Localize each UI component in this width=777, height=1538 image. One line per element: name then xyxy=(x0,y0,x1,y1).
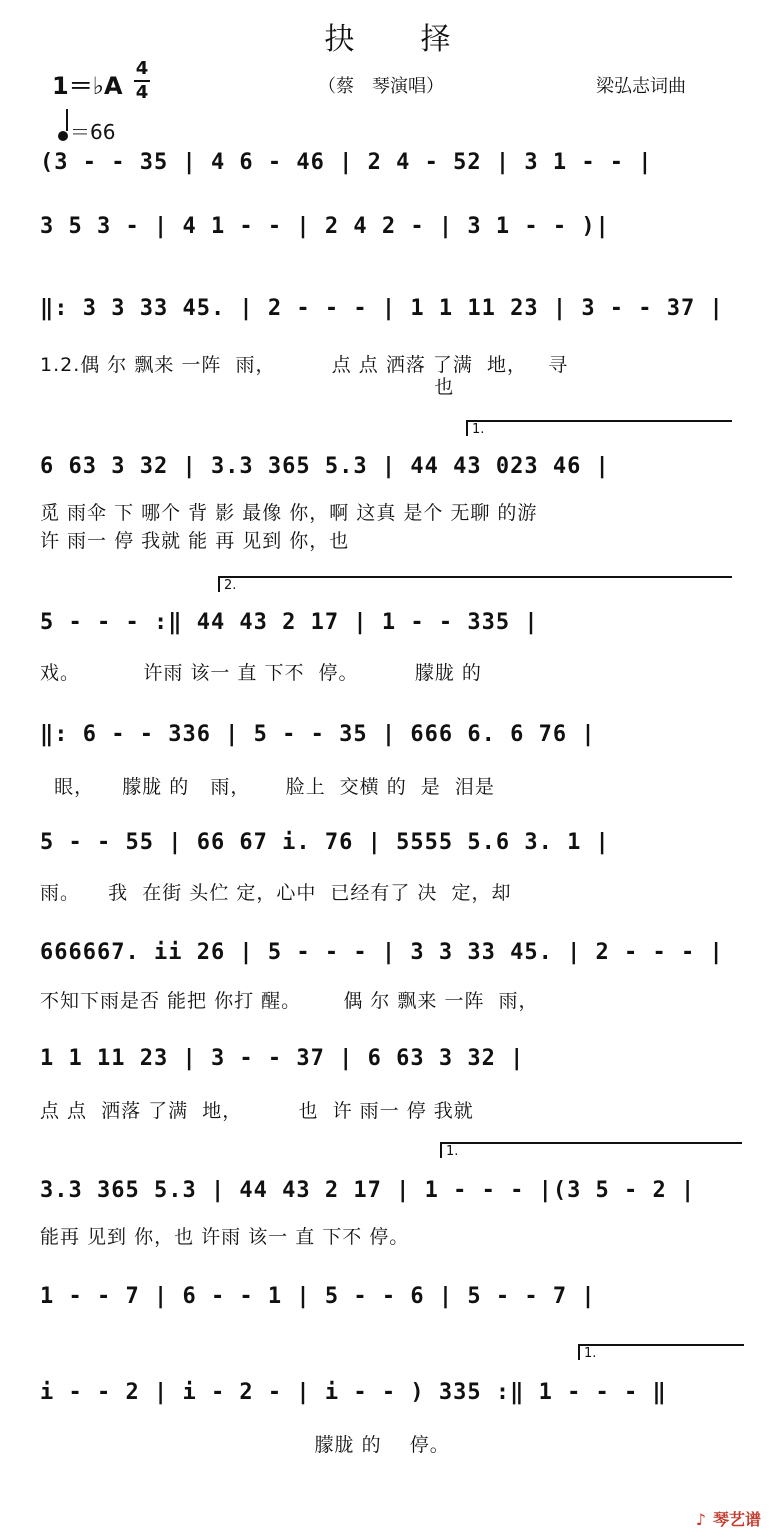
tempo-marking: ＝66 xyxy=(58,116,115,145)
time-top: 4 xyxy=(135,58,149,79)
time-signature xyxy=(134,60,150,102)
notation-row-3: ‖: 3 3 33 45. | 2 - - - | 1 1 11 23 | 3 - - 37 | xyxy=(40,296,724,321)
composer-credit: 梁弘志词曲 xyxy=(596,76,686,97)
lyric-row-8: 不知下雨是否 能把 你打 醒。 偶 尔 飘来 一阵 雨， xyxy=(40,990,539,1012)
lyric-row-5: 戏。 许雨 该一 直 下不 停。 朦胧 的 xyxy=(40,662,482,684)
lyric-row-3: 1.2.偶 尔 飘来 一阵 雨， 点 点 洒落 了满 地， 寻 xyxy=(40,354,569,376)
lyric-row-9: 点 点 洒落 了满 地， 也 许 雨一 停 我就 xyxy=(40,1100,474,1122)
lyric-row-7: 雨。 我 在街 头伫 定，心中 已经有了 决 定，却 xyxy=(40,882,512,904)
lyric-row-10: 能再 见到 你，也 许雨 该一 直 下不 停。 xyxy=(40,1226,410,1248)
notation-row-5: 5 - - - :‖ 44 43 2 17 | 1 - - 335 | xyxy=(40,610,539,635)
notation-row-12: i - - 2 | i - 2 - | i - - ) 335 :‖ 1 - - - ‖ xyxy=(40,1380,667,1405)
lyric-row-3b: 也 xyxy=(40,376,455,398)
key-signature: 1＝♭A xyxy=(52,72,123,100)
volta-bracket-1: 1. xyxy=(466,420,732,436)
lyric-row-4: 觅 雨伞 下 哪个 背 影 最像 你，啊 这真 是个 无聊 的游 xyxy=(40,502,538,524)
volta-bracket-4: 1. xyxy=(578,1344,744,1360)
lyric-row-6: 眼， 朦胧 的 雨， 脸上 交横 的 是 泪是 xyxy=(40,776,495,798)
watermark-logo: ♪ 琴艺谱 xyxy=(695,1510,761,1529)
song-title: 抉 择 xyxy=(324,22,453,57)
notation-row-6: ‖: 6 - - 336 | 5 - - 35 | 666 6. 6 76 | xyxy=(40,722,596,747)
quarter-note-icon xyxy=(58,131,68,141)
lyric-row-4b: 许 雨一 停 我就 能 再 见到 你，也 xyxy=(40,530,350,552)
notation-row-2: 3 5 3 - | 4 1 - - | 2 4 2 - | 3 1 - - )| xyxy=(40,214,610,239)
notation-row-4: 6 63 3 32 | 3.3 365 5.3 | 44 43 023 46 | xyxy=(40,454,610,479)
notation-row-7: 5 - - 55 | 66 67 i. 76 | 5555 5.6 3. 1 | xyxy=(40,830,610,855)
notation-row-11: 1 - - 7 | 6 - - 1 | 5 - - 6 | 5 - - 7 | xyxy=(40,1284,596,1309)
notation-row-8: 666667. ii 26 | 5 - - - | 3 3 33 45. | 2 - - - | xyxy=(40,940,724,965)
volta-bracket-3: 1. xyxy=(440,1142,742,1158)
notation-row-10: 3.3 365 5.3 | 44 43 2 17 | 1 - - - |(3 5 - 2 | xyxy=(40,1178,696,1203)
notation-row-9: 1 1 11 23 | 3 - - 37 | 6 63 3 32 | xyxy=(40,1046,525,1071)
time-bottom: 4 xyxy=(135,82,149,103)
volta-bracket-2: 2. xyxy=(218,576,732,592)
singer-credit: （蔡 琴演唱） xyxy=(318,76,444,97)
piano-icon: ♪ xyxy=(695,1510,707,1529)
notation-row-1: (3 - - 35 | 4 6 - 46 | 2 4 - 52 | 3 1 - - | xyxy=(40,150,653,175)
lyric-row-12: 朦胧 的 停。 xyxy=(40,1434,450,1456)
